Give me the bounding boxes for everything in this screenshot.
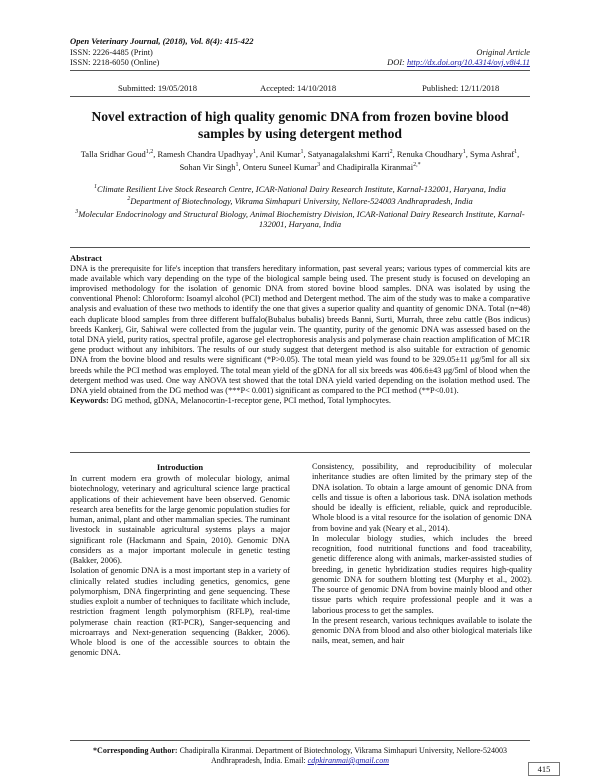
intro-right-column (312, 462, 532, 647)
intro-heading: Introduction (156, 462, 204, 472)
intro-left-paragraph: In current modern era growth of molecular biology, animal biotechnology, veterinary and agricultural science large practical applications of their achievement have been observed. Genomic research area benefits for the large genomic population studies for human, animal, plant and other mammalian species. The ruminant livestock in sustainable agricultural systems plays a major significant role (Hackmann and Spain, 2010). Genomic DNA considers as a major important molecule in genetic testing (Bakker, 2006). (70, 474, 290, 565)
author-list (78, 147, 522, 173)
corresponding-author-footnote (70, 746, 530, 766)
abstract-bottom-rule (70, 452, 530, 453)
footnote-rule (70, 740, 530, 741)
page-number: 415 (528, 762, 560, 776)
header-rule (70, 70, 530, 71)
journal-citation: Open Veterinary Journal, (2018), Vol. 8(4): 415-422 (70, 36, 254, 46)
intro-right-paragraph: Consistency, possibility, and reproducibility of molecular inheritance studies are often limited by the primary step of the DNA isolation. To obtain a large amount of genomic DNA from cells and tissue is often a laborious task. DNA isolation methods should be ideally is efficient, reliable, quick and reproducible. Whole blood is a vital resource for the isolation of genomic DNA from bovine and yak (Neary et al., 2014). (312, 462, 532, 533)
affiliation-3: $^3$Molecular Endocrinology and Structural Biology, Animal Biochemistry Division, ICAR-National Dairy Research Institute, Karnal-132001, Haryana, India (75, 208, 525, 229)
footnote-label: *Corresponding Author: (93, 746, 178, 755)
abstract-section (70, 253, 530, 406)
keywords-line (70, 396, 530, 406)
keywords-label: Keywords: (70, 396, 109, 406)
intro-left-column (70, 462, 290, 659)
abstract-heading: Abstract (70, 253, 102, 263)
issn-online: ISSN: 2218-6050 (Online) (70, 58, 160, 67)
author-email-link[interactable]: cdpkiranmai@gmail.com (307, 756, 389, 765)
affiliation-1: $^1$Climate Resilient Live Stock Research Centre, ICAR-National Dairy Research Institute, Karnal-132001, Haryana, India (94, 183, 506, 194)
author-list-text: Talla Sridhar Goud$^{1,2}$, Ramesh Chandra Upadhyay$^1$, Anil Kumar$^1$, Satyanagalakshmi Karri$^2$, Renuka Choudhary$^1$, Syma Ashraf$^1$, Sohan Vir Singh$^1$, Onteru Suneel Kumar$^3$ and Chadipiralla Kiranmai$^{2,*}$ (80, 148, 520, 172)
abstract-text: DNA is the prerequisite for life's inception that transfers hereditary information, past several years; various types of commercial kits are made available which vary depending on the type of the biological sample being used. The present study is focused on developing an improvised methodology for the isolation of genomic DNA from stored bovine blood samples. DNA was isolated by using the conventional Phenol: Chloroform: Isoamyl alcohol (PCI) method and Detergent method. The aim of the study was to make a comparative analysis and evaluation of these two methods to identify the one that gives a superior quality and quantity of genomic DNA. Total (n=48) each duplicate blood samples from three different buffalo(Bubalus bubalis) breeds Banni, Surti, Murrah, three zebu cattle (Bos indicus) breeds Kankerj, Gir, Sahiwal were collected from the jugular vein. The quantity, purity of the genomic DNA was assessed based on the total DNA yield, purity ratios, spectral profile, agarose gel electrophoresis analysis and polymerase chain reaction amplification of MC1R gene product without any inhibitors. The results of our study suggest that detergent method is also suitable for extraction of genomic DNA from the bovine blood and results were significant (*P>0.05). The total mean yield was found to be 329.05±11 μg/5ml for all six breeds while the PCI method was employed. The total mean yield of the gDNA for all six breeds was 406.6±43 μg/5ml of blood when the detergent method was used. One way ANOVA test showed that the total DNA yield varied depending on the isolation method used. The DNA yield obtained from the DG method was (***P< 0.001) significant as compared to the PCI method (**P<0.01). (70, 263, 530, 395)
intro-left-paragraph: Isolation of genomic DNA is a most important step in a variety of clinically related studies including genetics, genomics, gene polymorphism, DNA fingerprinting and gene sequencing. These studies exploit a number of techniques to facilitate which include, restriction fragment length polymorphism (RFLP), real-time polymerase chain reaction (RT-PCR), Sanger-sequencing and microarrays and Next-generation sequencing (Bakker, 2006). Whole blood is one of the accessible sources to obtain the genomic DNA. (70, 566, 290, 658)
affiliation-2: $^2$Department of Biotechnology, Vikrama Simhapuri University, Nellore-524003 Andhrapradesh, India (127, 196, 473, 207)
intro-right-paragraph: In the present research, various techniques available to isolate the genomic DNA from blood and also other biological materials like nails, meat, semen, and hair (312, 615, 532, 646)
published-date: Published: 12/11/2018 (422, 83, 500, 93)
affiliations (70, 182, 530, 229)
doi-link[interactable]: http://dx.doi.org/10.4314/ovj.v8i4.11 (406, 58, 530, 67)
dates-rule (70, 96, 530, 97)
accepted-date: Accepted: 14/10/2018 (260, 83, 337, 93)
issn-print: ISSN: 2226-4485 (Print) (70, 48, 153, 57)
footnote-text: Chadipiralla Kiranmai. Department of Biotechnology, Vikrama Simhapuri University, Nellore-524003 Andhrapradesh, India. Email: (177, 746, 507, 765)
intro-right-paragraph: In molecular biology studies, which includes the breed recognition, food nutritional functions and food traceability, genetic difference along with animals, marker-assisted studies of breeding, in genetic hybridization studies requires high-quality genomic DNA for southern blotting test (Murphy et al., 2002). The source of genomic DNA from bovine mainly blood and other tissue parts which require professional people and it was a laborious process to get the samples. (312, 533, 532, 615)
doi-line (387, 58, 530, 68)
submitted-date: Submitted: 19/05/2018 (118, 83, 198, 93)
article-title: Novel extraction of high quality genomic DNA from frozen bovine blood samples by using detergent method (91, 109, 509, 141)
article-type: Original Article (476, 48, 530, 57)
keywords-text: DG method, gDNA, Melanocortin-1-receptor gene, PCI method, Total lymphocytes. (108, 396, 391, 406)
doi-label: DOI: (387, 58, 407, 67)
abstract-top-rule (70, 247, 530, 248)
